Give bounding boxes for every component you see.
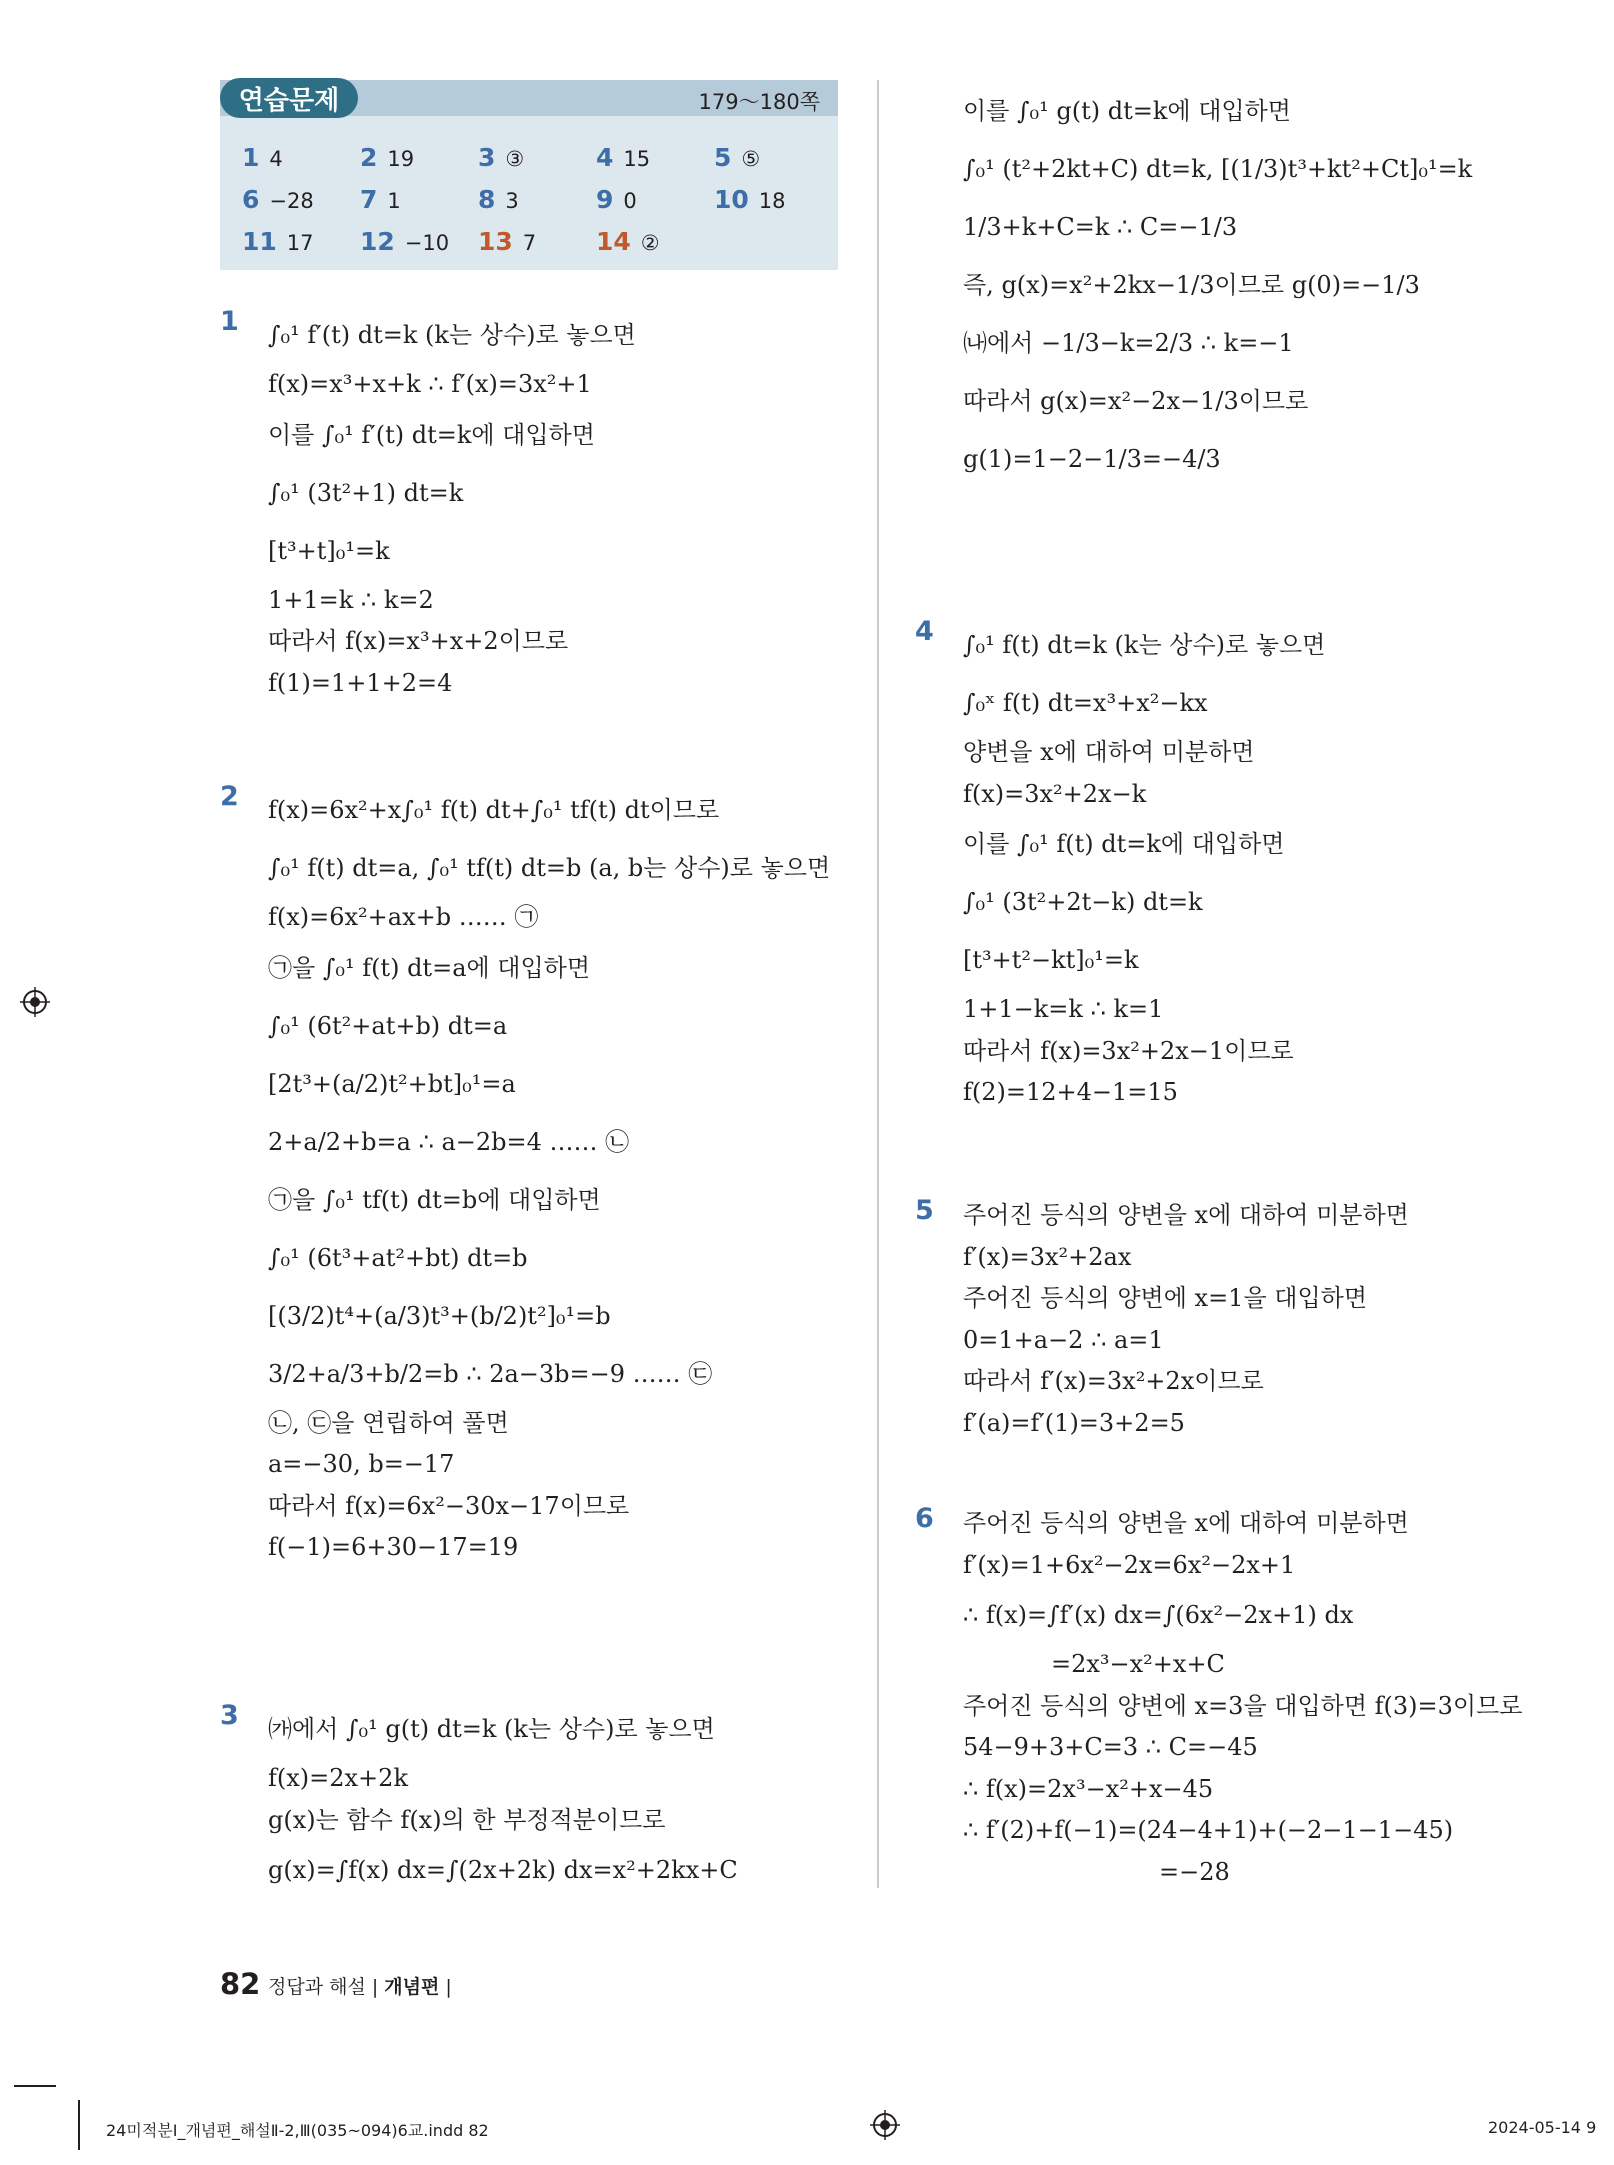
solution-line: [(3/2)t⁴+(a/3)t³+(b/2)t²]₀¹=b xyxy=(268,1301,611,1330)
answer-row xyxy=(242,220,832,262)
solution-line: ∫₀¹ f(t) dt=k (k는 상수)로 놓으면 xyxy=(963,631,1326,659)
solution-line: 이를 ∫₀¹ f(t) dt=k에 대입하면 xyxy=(963,830,1285,858)
print-slug-file: 24미적분Ⅰ_개념편_해설Ⅱ-2,Ⅲ(035~094)6교.indd 82 xyxy=(106,2121,489,2140)
answer-item xyxy=(714,143,832,172)
solution-line: 양변을 x에 대하여 미분하면 xyxy=(963,738,1255,766)
answer-summary-header xyxy=(220,80,838,116)
answer-item xyxy=(242,227,360,256)
solution-line: 주어진 등식의 양변에 x=3을 대입하면 f(3)=3이므로 xyxy=(963,1691,1523,1720)
solution-line: 따라서 f(x)=3x²+2x−1이므로 xyxy=(963,1036,1294,1065)
answer-number: 4 xyxy=(596,142,614,172)
answer-grid xyxy=(242,136,832,262)
print-slug-date: 2024-05-14 9 xyxy=(1488,2118,1597,2137)
solution-line: 1+1−k=k ∴ k=1 xyxy=(963,995,1164,1023)
page-number: 82 xyxy=(220,1967,261,2001)
answer-item xyxy=(714,185,832,214)
answer-number: 13 xyxy=(478,226,513,256)
answer-value: 17 xyxy=(286,230,314,255)
answer-value: 1 xyxy=(387,188,401,213)
answer-item xyxy=(596,227,714,256)
answer-number: 3 xyxy=(478,142,496,172)
solution-line: ∫₀¹ f(t) dt=a, ∫₀¹ tf(t) dt=b (a, b는 상수)로 놓으면 xyxy=(268,854,831,882)
answer-item xyxy=(596,143,714,172)
problem-number: 1 xyxy=(220,306,239,337)
solution-line: f(x)=3x²+2x−k xyxy=(963,779,1147,808)
problem-number: 5 xyxy=(915,1195,934,1226)
crop-mark xyxy=(78,2100,80,2150)
answer-item xyxy=(478,227,596,256)
solution-line: 주어진 등식의 양변에 x=1을 대입하면 xyxy=(963,1284,1368,1312)
solution-line: 따라서 f(x)=6x²−30x−17이므로 xyxy=(268,1491,630,1520)
problem-solution xyxy=(963,616,1325,1114)
answer-value: 18 xyxy=(758,188,786,213)
answer-value: 3 xyxy=(505,188,519,213)
answer-item xyxy=(242,185,360,214)
solution-line: ∫₀¹ (3t²+1) dt=k xyxy=(268,478,464,507)
answer-number: 2 xyxy=(360,142,378,172)
solution-line: [t³+t]₀¹=k xyxy=(268,536,390,565)
column-divider xyxy=(877,80,879,1888)
answer-number: 11 xyxy=(242,226,277,256)
answer-number: 8 xyxy=(478,184,496,214)
answer-number: 9 xyxy=(596,184,614,214)
problem-solution xyxy=(268,781,830,1569)
solution-line: ∴ f(x)=∫f′(x) dx=∫(6x²−2x+1) dx xyxy=(963,1601,1354,1629)
answer-item xyxy=(360,227,478,256)
answer-number: 5 xyxy=(714,142,732,172)
answer-item xyxy=(242,143,360,172)
solution-line: 주어진 등식의 양변을 x에 대하여 미분하면 xyxy=(963,1201,1409,1229)
solution-line: ㈎에서 ∫₀¹ g(t) dt=k (k는 상수)로 놓으면 xyxy=(268,1715,715,1743)
answer-value: 0 xyxy=(623,188,637,213)
solution-line: ㉠을 ∫₀¹ f(t) dt=a에 대입하면 xyxy=(268,953,591,982)
answer-value: −28 xyxy=(269,188,314,213)
problem-number: 4 xyxy=(915,616,934,647)
footer-label-prefix: 정답과 해설 xyxy=(268,1976,366,1998)
solution-line: [t³+t²−kt]₀¹=k xyxy=(963,946,1139,974)
answer-number: 10 xyxy=(714,184,749,214)
problem-solution xyxy=(963,82,1472,488)
solution-line: =2x³−x²+x+C xyxy=(1051,1650,1225,1678)
solution-line: ∫₀¹ (6t³+at²+bt) dt=b xyxy=(268,1243,528,1272)
solution-line: 따라서 f′(x)=3x²+2x이므로 xyxy=(963,1367,1264,1395)
solution-line: f(x)=x³+x+k ∴ f′(x)=3x²+1 xyxy=(268,370,592,398)
answer-summary-box xyxy=(220,80,838,270)
solution-line: ∫₀¹ f′(t) dt=k (k는 상수)로 놓으면 xyxy=(268,321,636,349)
solution-line: 즉, g(x)=x²+2kx−1/3이므로 g(0)=−1/3 xyxy=(963,271,1420,299)
crop-mark xyxy=(14,2085,56,2087)
registration-mark-icon xyxy=(20,987,50,1017)
solution-line: ∫₀¹ (3t²+2t−k) dt=k xyxy=(963,888,1203,916)
answer-value: ⑤ xyxy=(741,146,761,171)
answer-item xyxy=(596,185,714,214)
problem-number: 2 xyxy=(220,781,239,812)
problem-solution xyxy=(268,306,636,704)
solution-line: ㉠을 ∫₀¹ tf(t) dt=b에 대입하면 xyxy=(268,1185,601,1214)
solution-line: f′(x)=3x²+2ax xyxy=(963,1242,1132,1271)
footer-section-label: 정답과 해설 | 개념편 | xyxy=(268,1976,452,1998)
solution-line: f(−1)=6+30−17=19 xyxy=(268,1533,519,1561)
answer-item xyxy=(360,143,478,172)
solution-line: 따라서 f(x)=x³+x+2이므로 xyxy=(268,627,569,655)
answer-number: 6 xyxy=(242,184,260,214)
solution-line: =−28 xyxy=(1159,1857,1230,1886)
solution-line: f(x)=6x²+ax+b …… ㉠ xyxy=(268,903,539,931)
solution-line: [2t³+(a/2)t²+bt]₀¹=a xyxy=(268,1069,516,1098)
problem-number: 3 xyxy=(220,1700,239,1731)
problem-solution xyxy=(963,1195,1409,1444)
solution-line: 0=1+a−2 ∴ a=1 xyxy=(963,1325,1164,1354)
answer-item xyxy=(478,185,596,214)
solution-line: g(x)는 함수 f(x)의 한 부정적분이므로 xyxy=(268,1805,666,1834)
solution-line: ∴ f(x)=2x³−x²+x−45 xyxy=(963,1774,1214,1803)
answer-number: 7 xyxy=(360,184,378,214)
solution-line: ∫₀¹ (6t²+at+b) dt=a xyxy=(268,1011,508,1040)
solution-line: ㈏에서 −1/3−k=2/3 ∴ k=−1 xyxy=(963,329,1294,357)
answer-number: 12 xyxy=(360,226,395,256)
solution-line: 주어진 등식의 양변을 x에 대하여 미분하면 xyxy=(963,1509,1409,1537)
answer-item xyxy=(478,143,596,172)
solution-line: a=−30, b=−17 xyxy=(268,1450,455,1478)
solution-line: 이를 ∫₀¹ g(t) dt=k에 대입하면 xyxy=(963,97,1291,125)
answer-value: 7 xyxy=(522,230,537,255)
solution-line: f(2)=12+4−1=15 xyxy=(963,1078,1178,1106)
answer-value: 15 xyxy=(623,146,651,171)
solution-line: f(x)=6x²+x∫₀¹ f(t) dt+∫₀¹ tf(t) dt이므로 xyxy=(268,796,720,824)
answer-number: 1 xyxy=(242,142,260,172)
solution-line: ∫₀¹ (t²+2kt+C) dt=k, [(1/3)t³+kt²+Ct]₀¹=k xyxy=(963,155,1473,183)
answer-item xyxy=(360,185,478,214)
solution-line: 1/3+k+C=k ∴ C=−1/3 xyxy=(963,213,1238,241)
answer-row xyxy=(242,178,832,220)
answer-value: 19 xyxy=(387,146,415,171)
solution-line: f(x)=2x+2k xyxy=(268,1764,408,1792)
answer-value: ③ xyxy=(505,146,525,171)
footer-label-bold: 개념편 xyxy=(384,1976,440,1998)
solution-line: f(1)=1+1+2=4 xyxy=(268,668,453,697)
solution-line: 2+a/2+b=a ∴ a−2b=4 …… ㉡ xyxy=(268,1127,630,1156)
solution-line: 따라서 g(x)=x²−2x−1/3이므로 xyxy=(963,387,1309,415)
problem-solution xyxy=(963,1503,1522,1893)
solution-line: 54−9+3+C=3 ∴ C=−45 xyxy=(963,1733,1258,1761)
solution-line: g(1)=1−2−1/3=−4/3 xyxy=(963,445,1221,473)
answer-summary-pages: 179～180쪽 xyxy=(698,90,820,114)
registration-mark-icon xyxy=(870,2110,900,2140)
solution-line: 1+1=k ∴ k=2 xyxy=(268,585,434,614)
answer-value: ② xyxy=(640,230,660,255)
answer-value: −10 xyxy=(404,230,450,255)
answer-number: 14 xyxy=(596,226,631,256)
answer-value: 4 xyxy=(269,146,283,171)
solution-line: f′(a)=f′(1)=3+2=5 xyxy=(963,1408,1185,1437)
solution-line: 3/2+a/3+b/2=b ∴ 2a−3b=−9 …… ㉢ xyxy=(268,1359,713,1388)
solution-line: ∴ f′(2)+f(−1)=(24−4+1)+(−2−1−1−45) xyxy=(963,1816,1454,1844)
solution-line: ㉡, ㉢을 연립하여 풀면 xyxy=(268,1408,509,1437)
answer-row xyxy=(242,136,832,178)
solution-line: 이를 ∫₀¹ f′(t) dt=k에 대입하면 xyxy=(268,420,595,449)
problem-solution xyxy=(268,1700,738,1899)
problem-number: 6 xyxy=(915,1503,934,1534)
answer-summary-title: 연습문제 xyxy=(220,78,358,118)
solution-line: ∫₀ˣ f(t) dt=x³+x²−kx xyxy=(963,689,1208,717)
solution-line: f′(x)=1+6x²−2x=6x²−2x+1 xyxy=(963,1550,1296,1579)
solution-line: g(x)=∫f(x) dx=∫(2x+2k) dx=x²+2kx+C xyxy=(268,1856,738,1884)
